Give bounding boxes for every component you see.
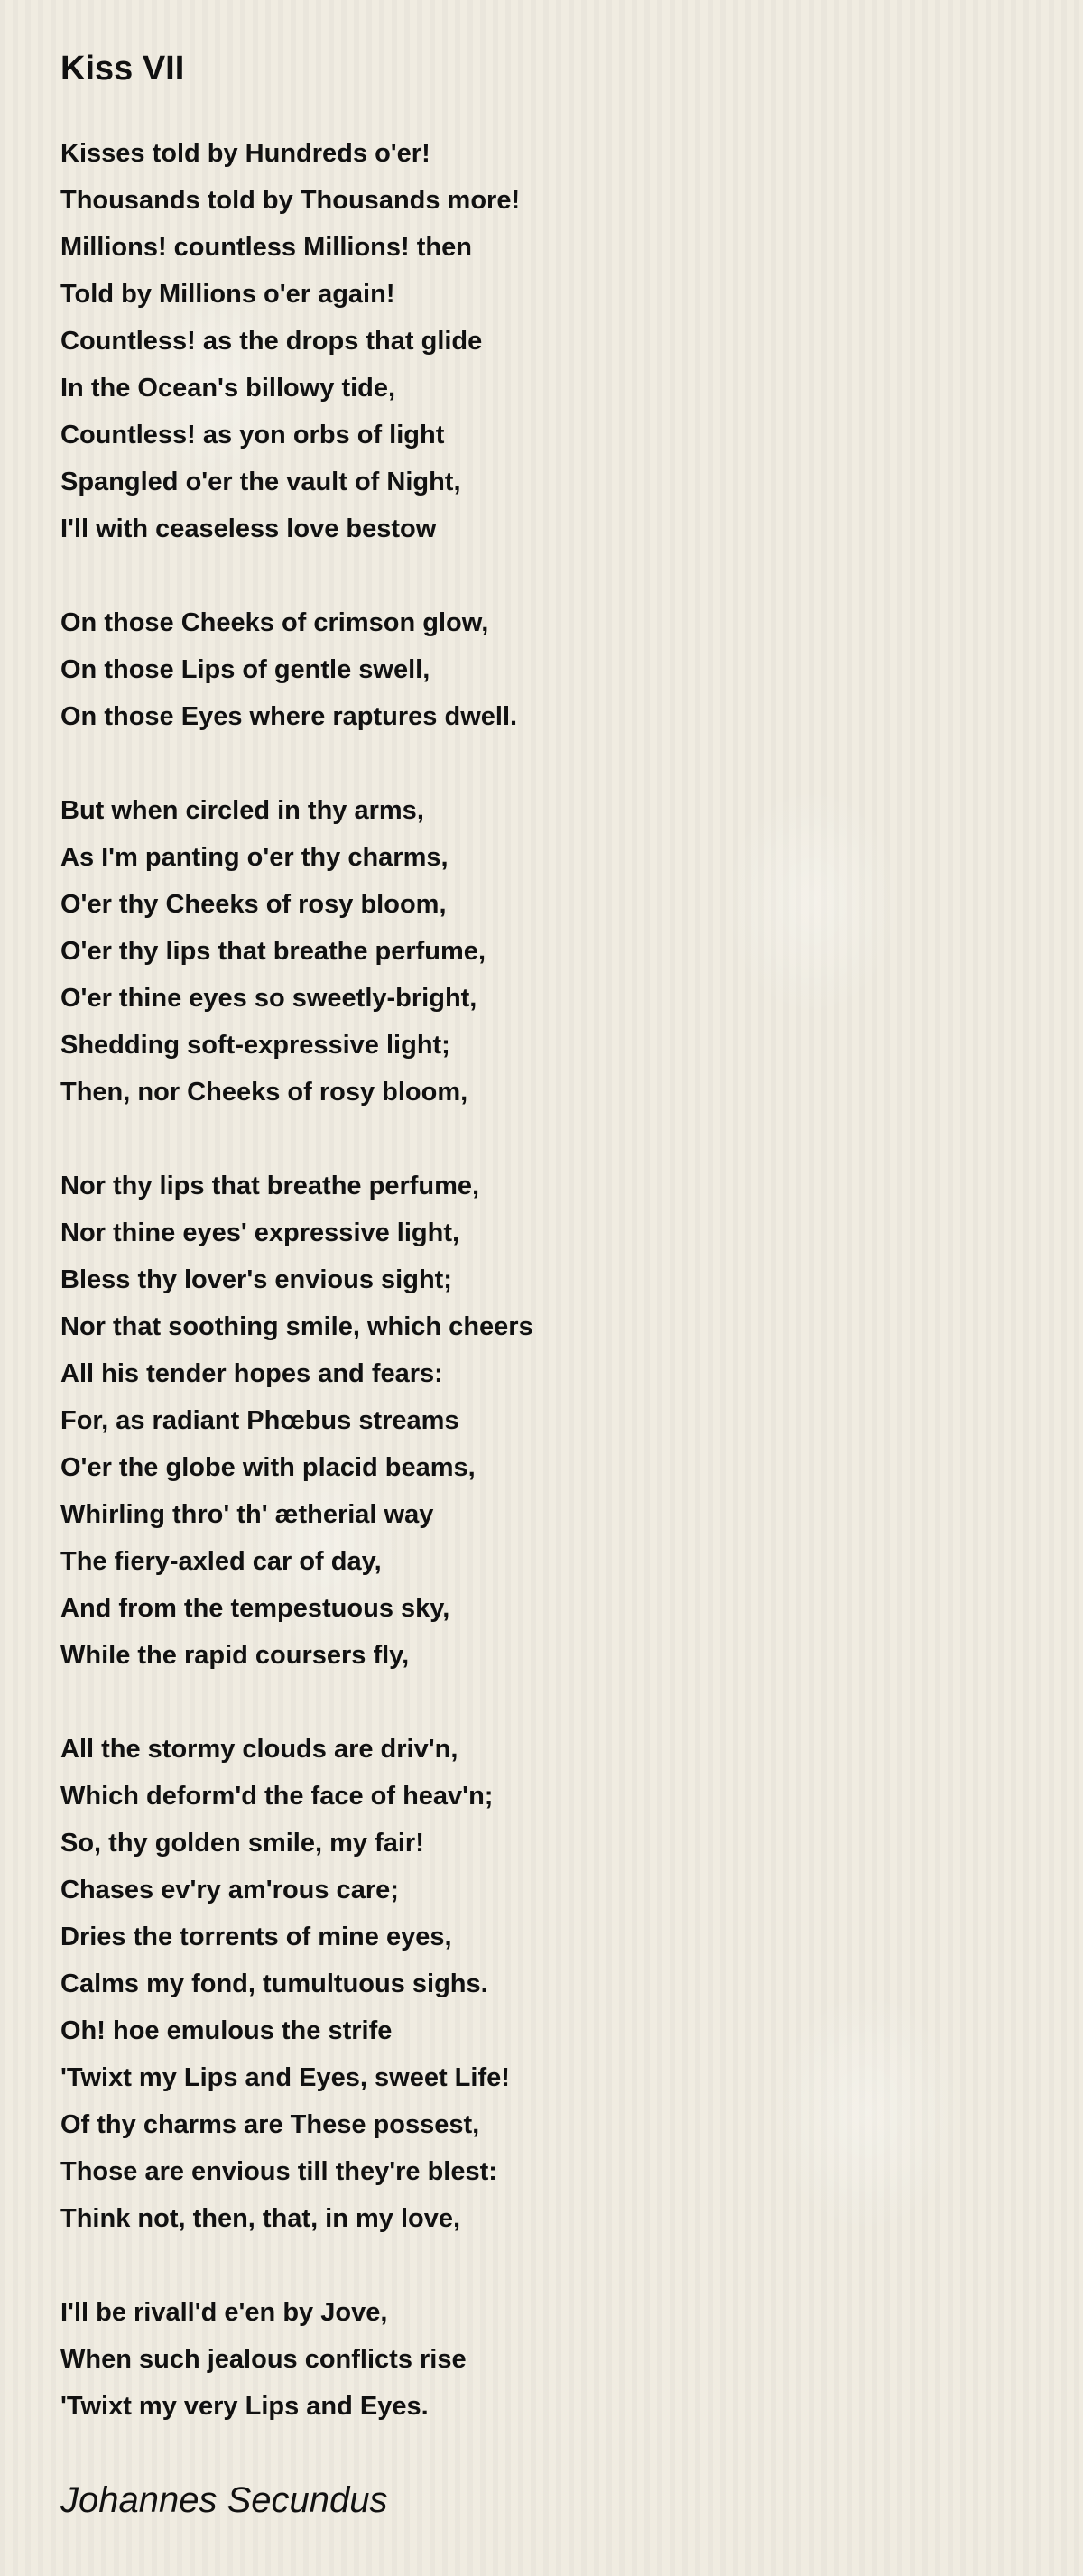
poem-line: Then, nor Cheeks of rosy bloom, xyxy=(60,1078,468,1107)
poem-line: O'er the globe with placid beams, xyxy=(60,1453,476,1482)
poem-line: Shedding soft-expressive light; xyxy=(60,1031,450,1060)
poem-line: Think not, then, that, in my love, xyxy=(60,2204,461,2233)
poem-line: I'll with ceaseless love bestow xyxy=(60,514,437,543)
poem-line: All his tender hopes and fears: xyxy=(60,1359,443,1388)
poem-line: Kisses told by Hundreds o'er! xyxy=(60,139,430,168)
poem-line: I'll be rivall'd e'en by Jove, xyxy=(60,2298,388,2327)
poem-line: 'Twixt my Lips and Eyes, sweet Life! xyxy=(60,2063,510,2092)
stanza xyxy=(60,2289,1083,2430)
stanza xyxy=(60,599,1083,740)
poem-line: For, as radiant Phœbus streams xyxy=(60,1406,459,1435)
poem-line: 'Twixt my very Lips and Eyes. xyxy=(60,2392,429,2421)
stanza xyxy=(60,1163,1083,1679)
poem-author: Johannes Secundus xyxy=(60,2480,388,2520)
poem-line: Spangled o'er the vault of Night, xyxy=(60,468,461,496)
poem-line: O'er thine eyes so sweetly-bright, xyxy=(60,984,477,1013)
poem-line: On those Lips of gentle swell, xyxy=(60,655,430,684)
stanza xyxy=(60,1726,1083,2242)
poem-line: Thousands told by Thousands more! xyxy=(60,186,521,215)
poem-body xyxy=(60,130,1083,2430)
poem-line: O'er thy lips that breathe perfume, xyxy=(60,937,486,966)
poem-line: As I'm panting o'er thy charms, xyxy=(60,843,449,872)
poem-line: Millions! countless Millions! then xyxy=(60,233,472,262)
poem-line: On those Cheeks of crimson glow, xyxy=(60,608,489,637)
poem-title: Kiss VII xyxy=(60,50,185,88)
poem-line: On those Eyes where raptures dwell. xyxy=(60,702,518,731)
poem-line: Of thy charms are These possest, xyxy=(60,2110,480,2139)
poem-line: Countless! as yon orbs of light xyxy=(60,421,445,449)
stanza xyxy=(60,130,1083,552)
poem-line: Chases ev'ry am'rous care; xyxy=(60,1876,399,1904)
poem-line: Oh! hoe emulous the strife xyxy=(60,2016,393,2045)
poem-line: In the Ocean's billowy tide, xyxy=(60,374,396,403)
poem-line: Which deform'd the face of heav'n; xyxy=(60,1782,494,1811)
poem-line: Nor thine eyes' expressive light, xyxy=(60,1219,460,1247)
poem-line: All the stormy clouds are driv'n, xyxy=(60,1735,458,1764)
stanza xyxy=(60,787,1083,1116)
poem-line: Calms my fond, tumultuous sighs. xyxy=(60,1969,488,1998)
poem-line: Told by Millions o'er again! xyxy=(60,280,395,309)
poem-line: Countless! as the drops that glide xyxy=(60,327,483,356)
poem-line: Dries the torrents of mine eyes, xyxy=(60,1923,452,1951)
poem-line: And from the tempestuous sky, xyxy=(60,1594,450,1623)
poem-line: Bless thy lover's envious sight; xyxy=(60,1265,452,1294)
poem-line: O'er thy Cheeks of rosy bloom, xyxy=(60,890,447,919)
poem-line: So, thy golden smile, my fair! xyxy=(60,1829,424,1858)
poem-line: Those are envious till they're blest: xyxy=(60,2157,497,2186)
poem-line: But when circled in thy arms, xyxy=(60,796,424,825)
poem-line: When such jealous conflicts rise xyxy=(60,2345,467,2374)
poem-line: Nor that soothing smile, which cheers xyxy=(60,1312,533,1341)
poem-line: Whirling thro' th' ætherial way xyxy=(60,1500,434,1529)
poem-line: Nor thy lips that breathe perfume, xyxy=(60,1172,480,1200)
poem-line: While the rapid coursers fly, xyxy=(60,1641,410,1670)
poem-line: The fiery-axled car of day, xyxy=(60,1547,382,1576)
